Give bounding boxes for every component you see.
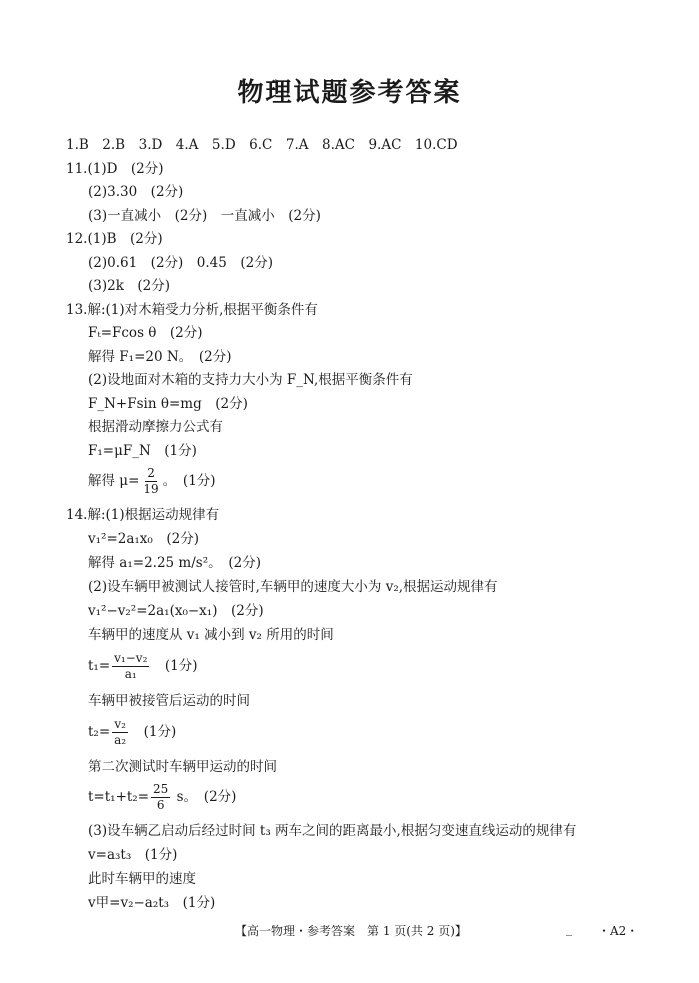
q13-mu-result (88, 466, 216, 497)
q13-line: 解得 F₁=20 N。 (2分) (88, 349, 232, 365)
fraction-denominator: 6 (156, 798, 165, 812)
fraction-denominator: a₂ (114, 733, 127, 747)
q11-part2: (2)3.30 (2分) (88, 184, 184, 200)
fraction-numerator: 25 (153, 782, 169, 796)
q14-line: 此时车辆甲的速度 (88, 871, 196, 887)
q14-t1-formula (88, 651, 198, 682)
q14-line: 车辆甲被接管后运动的时间 (88, 693, 250, 709)
q13-line: Fₜ=Fcos θ (2分) (88, 325, 203, 341)
q12-part2: (2)0.61 (2分) 0.45 (2分) (88, 255, 273, 271)
t1-fraction (112, 651, 149, 682)
q13-line: F_N+Fsin θ=mg (2分) (88, 396, 248, 412)
fraction-numerator: v₁−v₂ (114, 651, 148, 665)
formula-text: (1分) (151, 658, 198, 674)
q11-part3: (3)一直减小 (2分) 一直减小 (2分) (88, 208, 321, 224)
q13-line: 根据滑动摩擦力公式有 (88, 419, 223, 435)
q12-part3: (3)2k (2分) (88, 278, 171, 294)
formula-text: (1分) (130, 724, 177, 740)
q14-t-formula (88, 782, 236, 813)
t-fraction (151, 782, 170, 813)
formula-text: 。 (1分) (162, 473, 216, 489)
q14-line: v甲=v₂−a₂t₃ (1分) (88, 895, 216, 911)
fraction-denominator: a₁ (124, 667, 137, 681)
page-footer (0, 922, 699, 940)
formula-text: s。 (2分) (172, 789, 237, 805)
q14-line: (2)设车辆甲被测试人接管时,车辆甲的速度大小为 v₂,根据运动规律有 (88, 579, 498, 595)
formula-text: t=t₁+t₂= (88, 789, 150, 805)
q14-t2-formula (88, 717, 176, 748)
fraction-numerator: 2 (147, 466, 155, 480)
q14-line: 解得 a₁=2.25 m/s²。 (2分) (88, 555, 261, 571)
q14-line: 车辆甲的速度从 v₁ 减小到 v₂ 所用的时间 (88, 627, 334, 643)
formula-text: t₂= (88, 724, 111, 740)
q13-line: (2)设地面对木箱的支持力大小为 F_N,根据平衡条件有 (88, 372, 413, 388)
q14-line: (3)设车辆乙启动后经过时间 t₃ 两车之间的距离最小,根据匀变速直线运动的规律有 (88, 823, 577, 839)
formula-text: 解得 μ= (88, 473, 140, 489)
q13-line: 13.解:(1)对木箱受力分析,根据平衡条件有 (66, 302, 318, 318)
footer-mark: _ (566, 922, 572, 936)
fraction-numerator: v₂ (114, 717, 126, 731)
q14-line: v₁²−v₂²=2a₁(x₀−x₁) (2分) (88, 603, 264, 619)
page-title: 物理试题参考答案 (237, 78, 462, 108)
q13-line: F₁=μF_N (1分) (88, 443, 197, 459)
q14-line: v=a₃t₃ (1分) (88, 847, 178, 863)
q12-part1: 12.(1)B (2分) (66, 231, 163, 247)
q14-line: 14.解:(1)根据运动规律有 (66, 507, 220, 523)
formula-text: t₁= (88, 658, 111, 674)
fraction-denominator: 19 (143, 482, 159, 496)
q14-line: 第二次测试时车辆甲运动的时间 (88, 759, 277, 775)
multiple-choice-answers: 1.B 2.B 3.D 4.A 5.D 6.C 7.A 8.AC 9.AC 10.CD (66, 137, 458, 153)
footer-title: 【高一物理・参考答案 第 1 页(共 2 页)】 (235, 924, 467, 938)
t2-fraction (112, 717, 128, 748)
footer-code: ・A2・ (598, 924, 639, 938)
q14-line: v₁²=2a₁x₀ (2分) (88, 531, 199, 547)
q11-part1: 11.(1)D (2分) (66, 161, 164, 177)
mu-fraction (141, 466, 160, 497)
